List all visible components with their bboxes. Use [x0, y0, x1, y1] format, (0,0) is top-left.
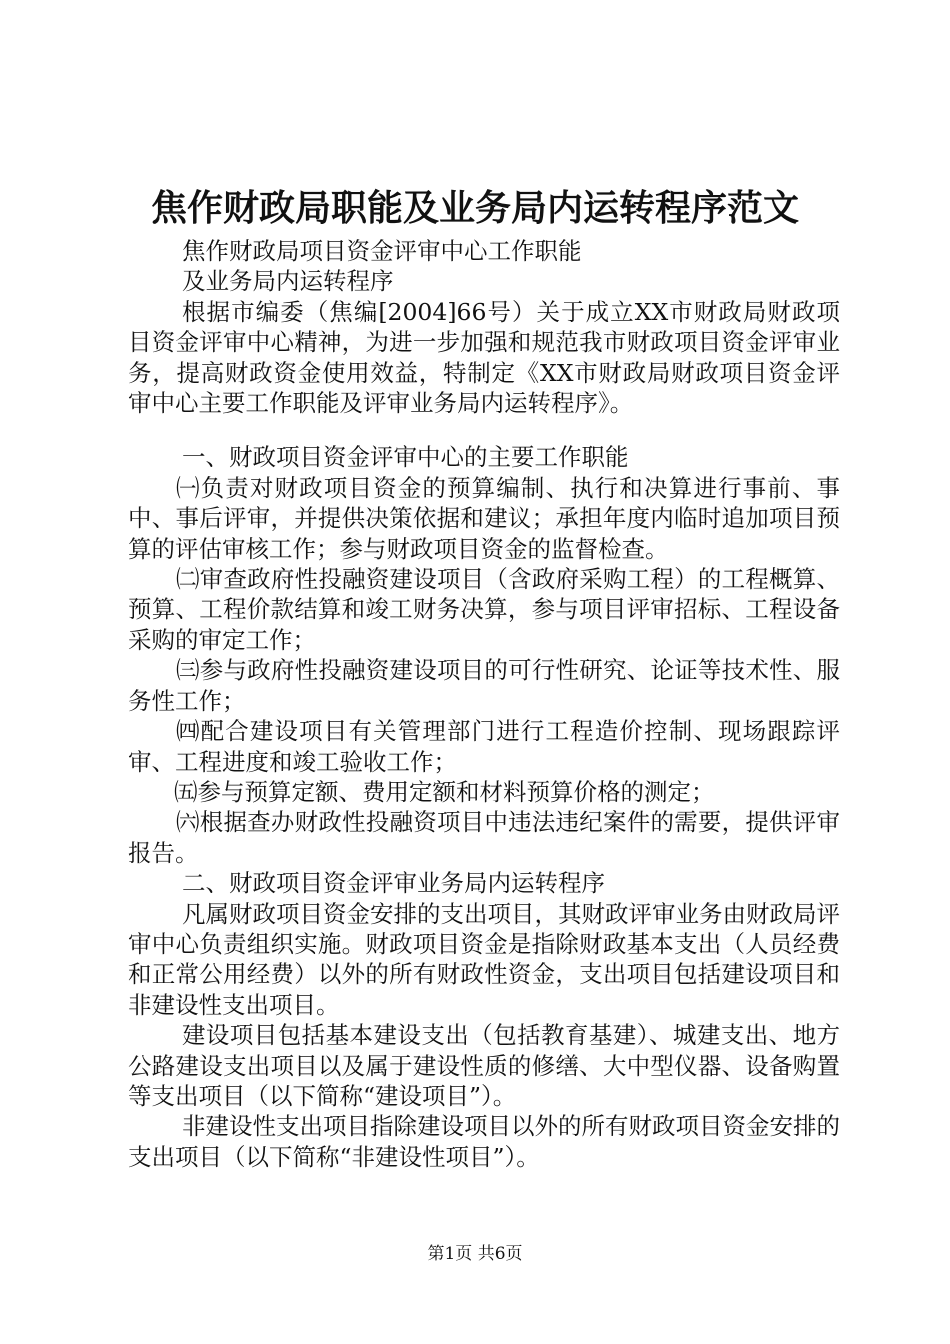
duty-item-1: ㈠负责对财政项目资金的预算编制、执行和决算进行事前、事中、事后评审，并提供决策依据和建议；承担年度内临时追加项目预算的评估审核工作；参与财政项目资金的监督检查。 [128, 473, 840, 563]
section-heading-1: 一、财政项目资金评审中心的主要工作职能 [182, 443, 629, 472]
duty-item-3: ㈢参与政府性投融资建设项目的可行性研究、论证等技术性、服务性工作； [128, 656, 840, 715]
section-heading-2: 二、财政项目资金评审业务局内运转程序 [182, 869, 605, 898]
intro-paragraph: 根据市编委（焦编[2004]66号）关于成立XX市财政局财政项目资金评审中心精神，为进一步加强和规范我市财政项目资金评审业务，提高财政资金使用效益，特制定《XX市财政局财政项目资金评审中心主要工作职能及评审业务局内运转程序》。 [128, 297, 840, 418]
procedure-paragraph-1: 凡属财政项目资金安排的支出项目，其财政评审业务由财政局评审中心负责组织实施。财政项目资金是指除财政基本支出（人员经费和正常公用经费）以外的所有财政性资金，支出项目包括建设项目和非建设性支出项目。 [128, 899, 840, 1019]
subtitle-line-1: 焦作财政局项目资金评审中心工作职能 [182, 237, 582, 265]
duty-item-6: ㈥根据查办财政性投融资项目中违法违纪案件的需要，提供评审报告。 [128, 808, 840, 867]
subtitle-line-2: 及业务局内运转程序 [182, 267, 394, 296]
document-body [128, 236, 840, 1172]
duty-item-2: ㈡审查政府性投融资建设项目（含政府采购工程）的工程概算、预算、工程价款结算和竣工财务决算，参与项目评审招标、工程设备采购的审定工作； [128, 565, 840, 654]
duty-item-5: ㈤参与预算定额、费用定额和材料预算价格的测定； [174, 777, 715, 806]
procedure-paragraph-2: 建设项目包括基本建设支出（包括教育基建）、城建支出、地方公路建设支出项目以及属于建设性质的修缮、大中型仪器、设备购置等支出项目（以下简称“建设项目”）。 [128, 1021, 840, 1110]
document-title: 焦作财政局职能及业务局内运转程序范文 [150, 187, 799, 229]
page-number-footer: 第1页 共6页 [427, 1244, 523, 1264]
duty-item-4: ㈣配合建设项目有关管理部门进行工程造价控制、现场跟踪评审、工程进度和竣工验收工作； [128, 717, 840, 776]
procedure-paragraph-3: 非建设性支出项目指除建设项目以外的所有财政项目资金安排的支出项目（以下简称“非建设性项目”）。 [128, 1112, 840, 1171]
